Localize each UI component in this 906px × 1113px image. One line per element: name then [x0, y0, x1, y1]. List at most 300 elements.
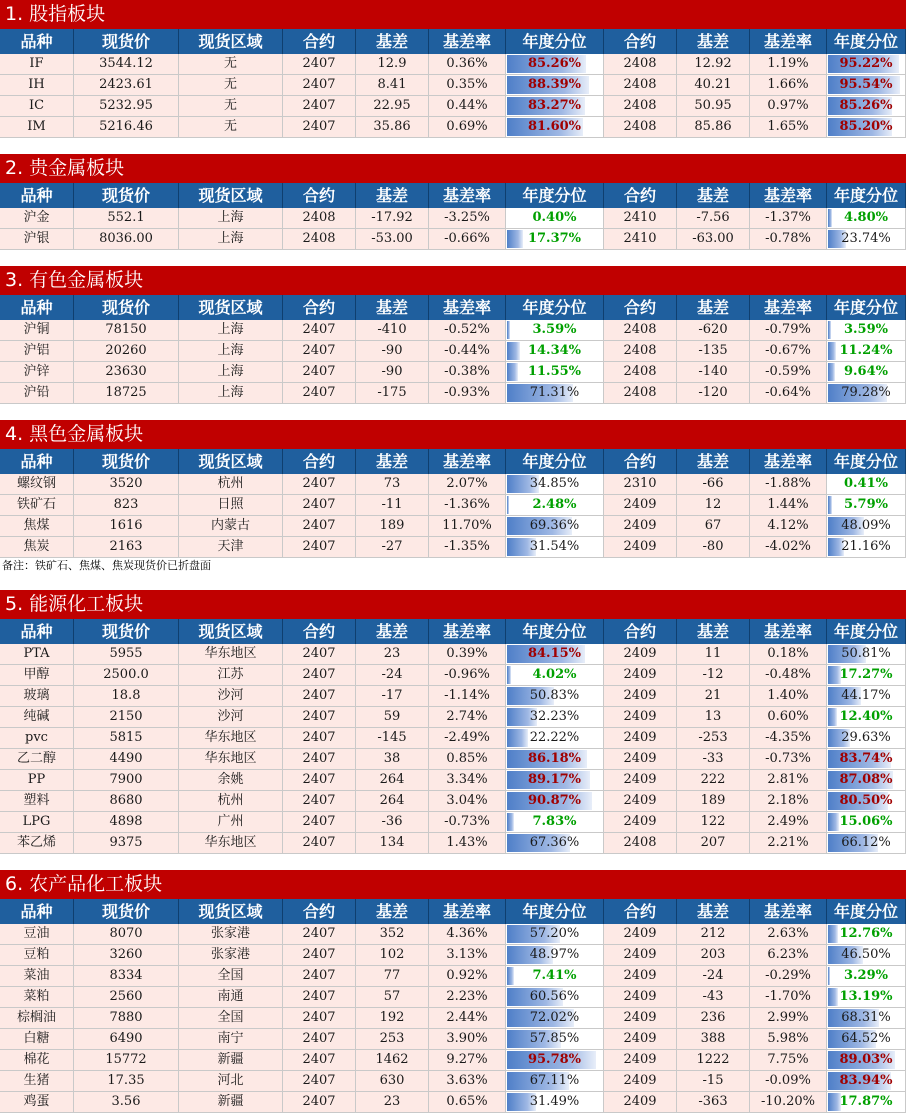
annual-pct1-cell [506, 495, 604, 515]
percentile-bar [828, 496, 832, 514]
basis-rate1-cell: 0.39% [429, 644, 506, 664]
percentile-value: 95.78% [528, 1052, 581, 1067]
percentile-value: 57.85% [530, 1031, 580, 1046]
spot-region-cell: 南宁 [179, 1029, 283, 1049]
basis2-cell: 122 [677, 812, 750, 832]
percentile-value: 85.26% [528, 56, 581, 71]
basis1-cell: -145 [356, 728, 429, 748]
percentile-value: 23.74% [841, 231, 891, 246]
variety-cell: 白糖 [0, 1029, 74, 1049]
annual-pct1-cell [506, 474, 604, 494]
percentile-value: 44.17% [841, 688, 891, 703]
percentile-value: 12.76% [839, 926, 892, 941]
basis-rate2-cell: -4.35% [750, 728, 827, 748]
basis-rate1-cell: 3.63% [429, 1071, 506, 1091]
contract2-cell: 2408 [604, 96, 677, 116]
percentile-value: 69.36% [530, 518, 580, 533]
percentile-value: 14.34% [528, 343, 581, 358]
basis2-cell: -140 [677, 362, 750, 382]
percentile-value: 84.15% [528, 646, 581, 661]
spot-price-cell: 18.8 [74, 686, 179, 706]
basis1-cell: 12.9 [356, 54, 429, 74]
variety-cell: 苯乙烯 [0, 833, 74, 853]
header-basis2: 基差 [677, 29, 750, 54]
variety-cell: PTA [0, 644, 74, 664]
annual-pct1-cell [506, 749, 604, 769]
header-basis-rate1: 基差率 [429, 449, 506, 474]
percentile-value: 87.08% [839, 772, 892, 787]
basis2-cell: 12 [677, 495, 750, 515]
contract2-cell: 2408 [604, 362, 677, 382]
contract1-cell: 2407 [283, 383, 356, 403]
basis-rate1-cell: 4.36% [429, 924, 506, 944]
basis-rate1-cell: 2.74% [429, 707, 506, 727]
contract2-cell: 2409 [604, 1092, 677, 1112]
annual-pct2-cell [827, 1008, 906, 1028]
annual-pct2-cell [827, 516, 906, 536]
header-row [0, 295, 906, 320]
basis-rate1-cell: -0.38% [429, 362, 506, 382]
basis1-cell: 1462 [356, 1050, 429, 1070]
percentile-value: 3.59% [844, 322, 888, 337]
percentile-bar [507, 496, 509, 514]
header-spot-region: 现货区域 [179, 295, 283, 320]
percentile-value: 95.22% [839, 56, 892, 71]
annual-pct2-cell [827, 96, 906, 116]
basis-rate1-cell: -1.36% [429, 495, 506, 515]
basis-rate1-cell: 0.69% [429, 117, 506, 137]
basis1-cell: 189 [356, 516, 429, 536]
header-basis-rate2: 基差率 [750, 449, 827, 474]
annual-pct1-cell [506, 383, 604, 403]
basis-rate2-cell: -0.64% [750, 383, 827, 403]
percentile-value: 11.55% [528, 364, 581, 379]
annual-pct2-cell [827, 770, 906, 790]
basis-rate2-cell: 0.97% [750, 96, 827, 116]
contract1-cell: 2407 [283, 1008, 356, 1028]
header-annual-pct1: 年度分位 [506, 183, 604, 208]
spot-price-cell: 8070 [74, 924, 179, 944]
contract1-cell: 2407 [283, 924, 356, 944]
table-row [0, 516, 906, 537]
percentile-value: 4.80% [844, 210, 888, 225]
basis2-cell: 222 [677, 770, 750, 790]
spot-price-cell: 4490 [74, 749, 179, 769]
spot-price-cell: 4898 [74, 812, 179, 832]
basis2-cell: -33 [677, 749, 750, 769]
contract1-cell: 2407 [283, 341, 356, 361]
percentile-bar [828, 813, 839, 831]
header-spot-price: 现货价 [74, 295, 179, 320]
variety-cell: 菜粕 [0, 987, 74, 1007]
variety-cell: 棉花 [0, 1050, 74, 1070]
spot-price-cell: 2560 [74, 987, 179, 1007]
variety-cell: 菜油 [0, 966, 74, 986]
table-row [0, 229, 906, 250]
basis-rate2-cell: -0.59% [750, 362, 827, 382]
percentile-value: 22.22% [530, 730, 580, 745]
variety-cell: IC [0, 96, 74, 116]
percentile-value: 95.54% [839, 77, 892, 92]
basis2-cell: 40.21 [677, 75, 750, 95]
annual-pct2-cell [827, 362, 906, 382]
spot-region-cell: 杭州 [179, 791, 283, 811]
table-row [0, 208, 906, 229]
contract1-cell: 2407 [283, 516, 356, 536]
header-spot-region: 现货区域 [179, 183, 283, 208]
header-contract2: 合约 [604, 29, 677, 54]
annual-pct1-cell [506, 1029, 604, 1049]
annual-pct1-cell [506, 1008, 604, 1028]
basis-rate1-cell: 0.35% [429, 75, 506, 95]
percentile-bar [507, 666, 511, 684]
basis-rate2-cell: 2.81% [750, 770, 827, 790]
contract1-cell: 2407 [283, 749, 356, 769]
percentile-value: 15.06% [839, 814, 892, 829]
basis1-cell: 23 [356, 644, 429, 664]
header-annual-pct2: 年度分位 [827, 183, 906, 208]
table-row [0, 644, 906, 665]
annual-pct2-cell [827, 341, 906, 361]
annual-pct2-cell [827, 320, 906, 340]
table-row [0, 707, 906, 728]
header-contract2: 合约 [604, 619, 677, 644]
percentile-value: 83.27% [528, 98, 581, 113]
spot-region-cell: 上海 [179, 383, 283, 403]
table-row [0, 362, 906, 383]
contract1-cell: 2407 [283, 686, 356, 706]
contract2-cell: 2409 [604, 924, 677, 944]
contract1-cell: 2407 [283, 474, 356, 494]
annual-pct2-cell [827, 644, 906, 664]
annual-pct1-cell [506, 537, 604, 557]
header-variety: 品种 [0, 183, 74, 208]
variety-cell: IM [0, 117, 74, 137]
header-basis2: 基差 [677, 295, 750, 320]
annual-pct1-cell [506, 362, 604, 382]
basis-rate1-cell: -0.44% [429, 341, 506, 361]
basis-rate1-cell: -0.93% [429, 383, 506, 403]
basis1-cell: 57 [356, 987, 429, 1007]
annual-pct1-cell [506, 833, 604, 853]
basis-rate2-cell: -0.79% [750, 320, 827, 340]
table-row [0, 75, 906, 96]
basis1-cell: -11 [356, 495, 429, 515]
table-row [0, 924, 906, 945]
contract1-cell: 2407 [283, 320, 356, 340]
contract1-cell: 2407 [283, 945, 356, 965]
percentile-value: 71.31% [530, 385, 580, 400]
percentile-bar [507, 813, 514, 831]
contract1-cell: 2407 [283, 966, 356, 986]
header-contract2: 合约 [604, 183, 677, 208]
basis1-cell: 8.41 [356, 75, 429, 95]
variety-cell: 豆油 [0, 924, 74, 944]
percentile-bar [828, 321, 831, 339]
basis-rate1-cell: 0.92% [429, 966, 506, 986]
annual-pct1-cell [506, 1050, 604, 1070]
percentile-bar [507, 230, 523, 248]
table-row [0, 728, 906, 749]
table-row [0, 341, 906, 362]
spot-price-cell: 2423.61 [74, 75, 179, 95]
table-row [0, 945, 906, 966]
basis1-cell: 264 [356, 791, 429, 811]
basis1-cell: 630 [356, 1071, 429, 1091]
annual-pct1-cell [506, 96, 604, 116]
header-basis1: 基差 [356, 29, 429, 54]
contract1-cell: 2407 [283, 537, 356, 557]
section-title: 2. 贵金属板块 [0, 154, 906, 183]
basis2-cell: 12.92 [677, 54, 750, 74]
contract1-cell: 2408 [283, 229, 356, 249]
variety-cell: PP [0, 770, 74, 790]
basis-rate2-cell: 1.19% [750, 54, 827, 74]
percentile-value: 31.49% [530, 1094, 580, 1109]
basis-rate1-cell: 2.44% [429, 1008, 506, 1028]
basis-rate2-cell: 1.40% [750, 686, 827, 706]
spot-region-cell: 南通 [179, 987, 283, 1007]
basis2-cell: -12 [677, 665, 750, 685]
header-row [0, 899, 906, 924]
header-variety: 品种 [0, 449, 74, 474]
percentile-bar [828, 967, 830, 985]
basis2-cell: -120 [677, 383, 750, 403]
header-row [0, 29, 906, 54]
percentile-value: 5.79% [844, 497, 888, 512]
contract2-cell: 2408 [604, 117, 677, 137]
basis-rate2-cell: 1.65% [750, 117, 827, 137]
annual-pct2-cell [827, 383, 906, 403]
percentile-value: 88.39% [528, 77, 581, 92]
header-basis-rate2: 基差率 [750, 295, 827, 320]
variety-cell: 沪铜 [0, 320, 74, 340]
annual-pct2-cell [827, 749, 906, 769]
spot-region-cell: 上海 [179, 362, 283, 382]
contract1-cell: 2407 [283, 770, 356, 790]
percentile-value: 4.02% [532, 667, 576, 682]
percentile-value: 50.81% [841, 646, 891, 661]
table-row [0, 537, 906, 558]
header-contract1: 合约 [283, 183, 356, 208]
percentile-value: 83.94% [839, 1073, 892, 1088]
header-spot-price: 现货价 [74, 619, 179, 644]
table-row [0, 1008, 906, 1029]
basis1-cell: -36 [356, 812, 429, 832]
annual-pct2-cell [827, 229, 906, 249]
spot-region-cell: 华东地区 [179, 728, 283, 748]
annual-pct1-cell [506, 516, 604, 536]
header-annual-pct1: 年度分位 [506, 295, 604, 320]
basis2-cell: -80 [677, 537, 750, 557]
spot-region-cell: 广州 [179, 812, 283, 832]
header-basis1: 基差 [356, 295, 429, 320]
spot-region-cell: 上海 [179, 341, 283, 361]
basis-rate2-cell: -0.29% [750, 966, 827, 986]
basis-rate2-cell: 1.66% [750, 75, 827, 95]
percentile-value: 29.63% [841, 730, 891, 745]
basis-rate2-cell: -0.09% [750, 1071, 827, 1091]
spot-region-cell: 无 [179, 96, 283, 116]
table-row [0, 1029, 906, 1050]
basis-rate2-cell: 2.49% [750, 812, 827, 832]
annual-pct1-cell [506, 812, 604, 832]
table-row [0, 966, 906, 987]
spot-price-cell: 3.56 [74, 1092, 179, 1112]
section-gap [0, 138, 906, 154]
section-gap [0, 574, 906, 590]
basis1-cell: 264 [356, 770, 429, 790]
contract1-cell: 2407 [283, 644, 356, 664]
table-row [0, 383, 906, 404]
section-gap [0, 854, 906, 870]
contract2-cell: 2408 [604, 383, 677, 403]
percentile-value: 81.60% [528, 119, 581, 134]
header-annual-pct2: 年度分位 [827, 449, 906, 474]
header-basis-rate1: 基差率 [429, 899, 506, 924]
header-row [0, 449, 906, 474]
header-contract1: 合约 [283, 449, 356, 474]
section-title: 1. 股指板块 [0, 0, 906, 29]
annual-pct2-cell [827, 707, 906, 727]
basis1-cell: -17 [356, 686, 429, 706]
variety-cell: 玻璃 [0, 686, 74, 706]
contract2-cell: 2408 [604, 341, 677, 361]
spot-price-cell: 9375 [74, 833, 179, 853]
header-spot-price: 现货价 [74, 29, 179, 54]
spot-price-cell: 8036.00 [74, 229, 179, 249]
spot-price-cell: 2163 [74, 537, 179, 557]
spot-region-cell: 全国 [179, 966, 283, 986]
variety-cell: 塑料 [0, 791, 74, 811]
annual-pct1-cell [506, 924, 604, 944]
percentile-bar [828, 363, 835, 381]
header-spot-price: 现货价 [74, 899, 179, 924]
section-gap [0, 404, 906, 420]
header-basis-rate1: 基差率 [429, 295, 506, 320]
percentile-bar [507, 967, 514, 985]
spot-price-cell: 3544.12 [74, 54, 179, 74]
contract2-cell: 2409 [604, 495, 677, 515]
spot-price-cell: 3520 [74, 474, 179, 494]
annual-pct1-cell [506, 728, 604, 748]
contract2-cell: 2409 [604, 686, 677, 706]
spot-region-cell: 无 [179, 75, 283, 95]
basis2-cell: -66 [677, 474, 750, 494]
section-title: 6. 农产品化工板块 [0, 870, 906, 899]
variety-cell: 螺纹钢 [0, 474, 74, 494]
spot-region-cell: 内蒙古 [179, 516, 283, 536]
contract2-cell: 2409 [604, 665, 677, 685]
annual-pct2-cell [827, 75, 906, 95]
header-basis-rate2: 基差率 [750, 899, 827, 924]
basis-rate1-cell: -3.25% [429, 208, 506, 228]
spot-price-cell: 3260 [74, 945, 179, 965]
basis1-cell: -410 [356, 320, 429, 340]
basis2-cell: -43 [677, 987, 750, 1007]
basis-rate1-cell: 3.13% [429, 945, 506, 965]
basis2-cell: 11 [677, 644, 750, 664]
percentile-value: 12.40% [839, 709, 892, 724]
annual-pct1-cell [506, 644, 604, 664]
percentile-value: 90.87% [528, 793, 581, 808]
basis-rate2-cell: -0.48% [750, 665, 827, 685]
spot-price-cell: 5216.46 [74, 117, 179, 137]
basis-rate2-cell: -0.78% [750, 229, 827, 249]
percentile-value: 67.11% [530, 1073, 580, 1088]
contract2-cell: 2409 [604, 749, 677, 769]
percentile-bar [828, 209, 832, 227]
header-contract1: 合约 [283, 899, 356, 924]
header-row [0, 619, 906, 644]
basis-rate2-cell: 6.23% [750, 945, 827, 965]
annual-pct2-cell [827, 665, 906, 685]
basis-rate1-cell: 9.27% [429, 1050, 506, 1070]
annual-pct2-cell [827, 686, 906, 706]
contract1-cell: 2407 [283, 1050, 356, 1070]
basis1-cell: -17.92 [356, 208, 429, 228]
spot-region-cell: 张家港 [179, 945, 283, 965]
annual-pct1-cell [506, 320, 604, 340]
spot-region-cell: 江苏 [179, 665, 283, 685]
contract1-cell: 2407 [283, 707, 356, 727]
contract2-cell: 2409 [604, 812, 677, 832]
contract2-cell: 2409 [604, 707, 677, 727]
annual-pct1-cell [506, 966, 604, 986]
annual-pct1-cell [506, 707, 604, 727]
header-spot-region: 现货区域 [179, 29, 283, 54]
header-basis1: 基差 [356, 183, 429, 208]
basis-rate1-cell: 2.07% [429, 474, 506, 494]
basis2-cell: 236 [677, 1008, 750, 1028]
header-variety: 品种 [0, 899, 74, 924]
header-basis1: 基差 [356, 619, 429, 644]
contract2-cell: 2409 [604, 516, 677, 536]
annual-pct2-cell [827, 474, 906, 494]
basis1-cell: 102 [356, 945, 429, 965]
percentile-bar [828, 925, 838, 943]
spot-region-cell: 杭州 [179, 474, 283, 494]
spot-price-cell: 823 [74, 495, 179, 515]
contract1-cell: 2407 [283, 1092, 356, 1112]
contract2-cell: 2409 [604, 987, 677, 1007]
variety-cell: 沪铅 [0, 383, 74, 403]
variety-cell: 沪银 [0, 229, 74, 249]
annual-pct1-cell [506, 791, 604, 811]
variety-cell: 纯碱 [0, 707, 74, 727]
header-contract1: 合约 [283, 29, 356, 54]
basis-rate2-cell: -1.88% [750, 474, 827, 494]
percentile-value: 72.02% [530, 1010, 580, 1025]
basis-rate2-cell: -1.70% [750, 987, 827, 1007]
percentile-value: 21.16% [841, 539, 891, 554]
spot-region-cell: 张家港 [179, 924, 283, 944]
basis-rate1-cell: -1.35% [429, 537, 506, 557]
spot-price-cell: 2500.0 [74, 665, 179, 685]
basis-rate1-cell: 0.65% [429, 1092, 506, 1112]
basis-rate2-cell: -10.20% [750, 1092, 827, 1112]
table-row [0, 686, 906, 707]
table-row [0, 474, 906, 495]
percentile-value: 89.17% [528, 772, 581, 787]
annual-pct1-cell [506, 75, 604, 95]
section-title: 3. 有色金属板块 [0, 266, 906, 295]
contract2-cell: 2409 [604, 770, 677, 790]
basis1-cell: -90 [356, 362, 429, 382]
variety-cell: 鸡蛋 [0, 1092, 74, 1112]
header-spot-price: 现货价 [74, 449, 179, 474]
annual-pct2-cell [827, 54, 906, 74]
